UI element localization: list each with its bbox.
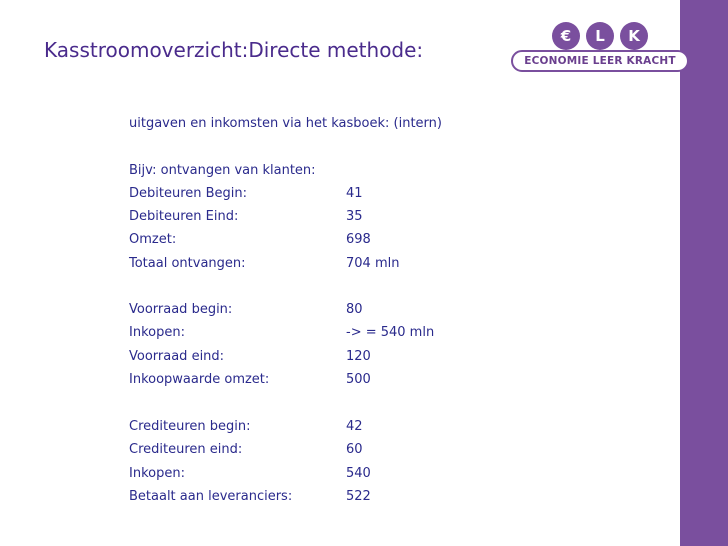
row-value: 540 xyxy=(346,466,371,481)
row-label: Crediteuren begin: xyxy=(129,419,251,434)
row-label: Inkopen: xyxy=(129,466,185,481)
row-crediteuren-eind xyxy=(129,442,529,462)
row-label: Debiteuren Eind: xyxy=(129,209,239,224)
row-debiteuren-begin xyxy=(129,186,529,206)
row-value: 704 mln xyxy=(346,256,400,271)
elk-logo xyxy=(511,22,691,82)
euro-icon: € xyxy=(552,22,580,50)
row-value: 698 xyxy=(346,232,371,247)
row-value: 80 xyxy=(346,302,363,317)
row-value: 60 xyxy=(346,442,363,457)
row-value: 42 xyxy=(346,419,363,434)
row-label: Inkoopwaarde omzet: xyxy=(129,372,270,387)
row-debiteuren-eind xyxy=(129,209,529,229)
row-inkopen xyxy=(129,325,529,345)
logo-letter-k: K xyxy=(620,22,648,50)
row-value: 35 xyxy=(346,209,363,224)
row-value: 41 xyxy=(346,186,363,201)
row-betaalt-aan-leveranciers xyxy=(129,489,529,509)
row-totaal-ontvangen xyxy=(129,256,529,276)
row-crediteuren-begin xyxy=(129,419,529,439)
logo-band-text: ECONOMIE LEER KRACHT xyxy=(511,50,689,72)
row-inkopen-2 xyxy=(129,466,529,486)
logo-letter-l: L xyxy=(586,22,614,50)
page-title: Kasstroomoverzicht:Directe methode: xyxy=(44,38,424,62)
row-label: Inkopen: xyxy=(129,325,185,340)
row-label: Crediteuren eind: xyxy=(129,442,243,457)
row-omzet xyxy=(129,232,529,252)
row-label: Debiteuren Begin: xyxy=(129,186,248,201)
logo-circles xyxy=(552,22,648,52)
row-label: Voorraad eind: xyxy=(129,349,225,364)
row-value: 120 xyxy=(346,349,371,364)
row-value: 500 xyxy=(346,372,371,387)
row-label: Omzet: xyxy=(129,232,177,247)
row-voorraad-begin xyxy=(129,302,529,322)
row-label: Voorraad begin: xyxy=(129,302,233,317)
row-value: 522 xyxy=(346,489,371,504)
intro-text: uitgaven en inkomsten via het kasboek: (intern) xyxy=(129,116,442,131)
row-voorraad-eind xyxy=(129,349,529,369)
example-heading: Bijv: ontvangen van klanten: xyxy=(129,163,316,178)
row-value: -> = 540 mln xyxy=(346,325,435,340)
row-inkoopwaarde-omzet xyxy=(129,372,529,392)
row-label: Totaal ontvangen: xyxy=(129,256,246,271)
row-label: Betaalt aan leveranciers: xyxy=(129,489,293,504)
